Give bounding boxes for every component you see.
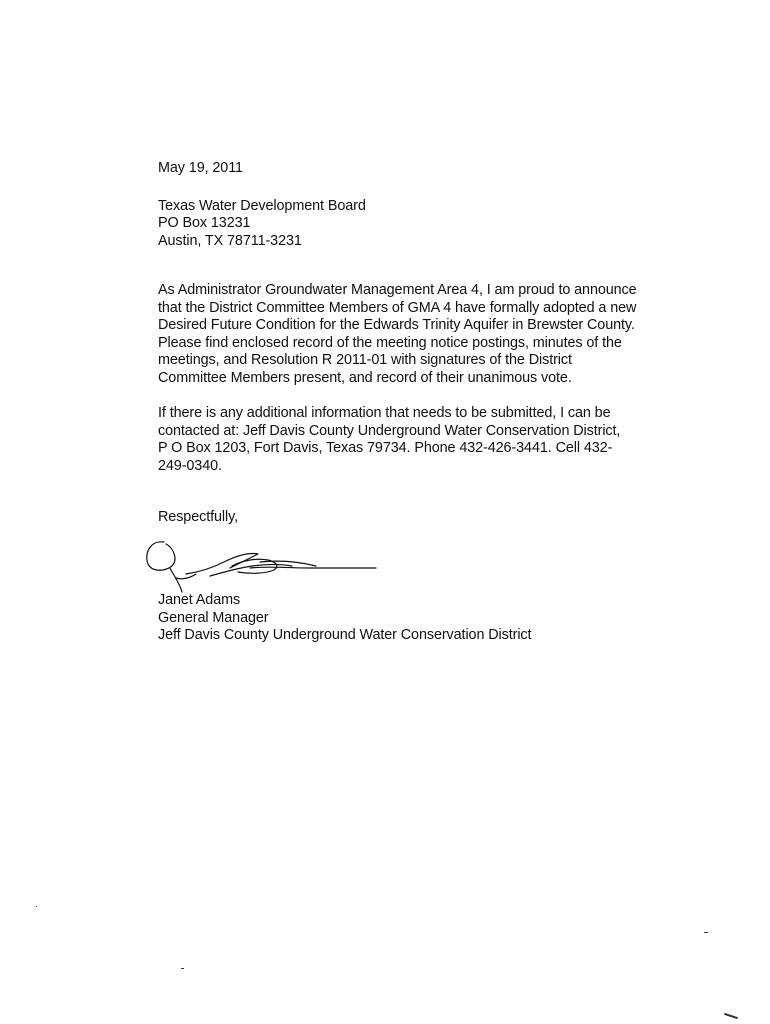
paragraph-line: Please find enclosed record of the meeting notice postings, minutes of the bbox=[158, 334, 622, 351]
scan-speck bbox=[36, 906, 37, 907]
signer-name: Janet Adams bbox=[158, 592, 241, 608]
letter-date: May 19, 2011 bbox=[158, 160, 243, 176]
closing-salutation: Respectfully, bbox=[158, 509, 239, 525]
paragraph-line: P O Box 1203, Fort Davis, Texas 79734. Phone 432-426-3441. Cell 432- bbox=[158, 440, 613, 456]
recipient-address bbox=[158, 198, 698, 251]
paragraph-line: As Administrator Groundwater Management Area 4, I am proud to announce bbox=[158, 282, 637, 298]
signer-organization: Jeff Davis County Underground Water Conservation District bbox=[158, 627, 532, 643]
paragraph-line: contacted at: Jeff Davis County Underground Water Conservation District, bbox=[158, 422, 621, 439]
paragraph-line: meetings, and Resolution R 2011-01 with signatures of the District bbox=[158, 352, 572, 368]
recipient-po-box: PO Box 13231 bbox=[158, 215, 251, 231]
scan-speck bbox=[724, 1013, 738, 1019]
signer-title: General Manager bbox=[158, 609, 269, 626]
announcement-paragraph bbox=[158, 282, 698, 387]
recipient-city: Austin, TX 78711-3231 bbox=[158, 232, 302, 249]
paragraph-line: If there is any additional information that needs to be submitted, I can be bbox=[158, 405, 611, 421]
paragraph-line: that the District Committee Members of GMA 4 have formally adopted a new bbox=[158, 299, 637, 316]
paragraph-line: Committee Members present, and record of their unanimous vote. bbox=[158, 369, 572, 386]
paragraph-line: Desired Future Condition for the Edwards Trinity Aquifer in Brewster County. bbox=[158, 317, 635, 333]
scan-speck bbox=[181, 968, 184, 969]
recipient-name: Texas Water Development Board bbox=[158, 197, 366, 214]
letter-body bbox=[158, 160, 698, 527]
scan-speck bbox=[704, 932, 708, 933]
paragraph-line: 249-0340. bbox=[158, 457, 222, 474]
contact-paragraph bbox=[158, 405, 698, 475]
signature-block bbox=[158, 592, 531, 645]
